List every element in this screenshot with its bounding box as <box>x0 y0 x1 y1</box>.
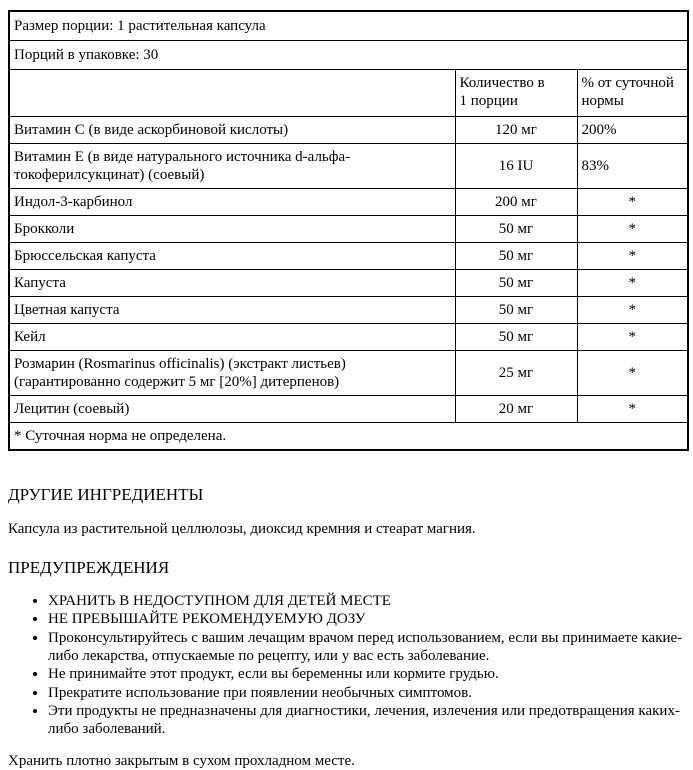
ingredient-daily-value: * <box>577 351 688 396</box>
ingredient-name: Розмарин (Rosmarinus officinalis) (экстракт листьев) (гарантированно содержит 5 мг [20%] дитерпенов) <box>9 351 455 396</box>
header-daily-value-label: % от суточной нормы <box>581 75 674 109</box>
ingredient-amount: 50 мг <box>455 270 577 297</box>
header-empty-cell <box>9 70 455 117</box>
ingredient-daily-value: * <box>577 243 688 270</box>
warnings-list <box>8 592 687 738</box>
table-row <box>9 243 688 270</box>
footnote-text: * Суточная норма не определена. <box>9 423 688 451</box>
ingredient-amount: 50 мг <box>455 297 577 324</box>
ingredient-name: Индол-3-карбинол <box>9 189 455 216</box>
ingredient-daily-value: * <box>577 216 688 243</box>
ingredient-amount: 25 мг <box>455 351 577 396</box>
table-header-row <box>9 70 688 117</box>
header-daily-value-cell <box>577 70 688 117</box>
ingredient-amount: 50 мг <box>455 216 577 243</box>
header-amount-label: Количество в 1 порции <box>459 75 545 109</box>
other-ingredients-heading: ДРУГИЕ ИНГРЕДИЕНТЫ <box>8 485 204 504</box>
storage-note: Хранить плотно закрытым в сухом прохладном месте. <box>8 753 355 770</box>
ingredient-amount: 50 мг <box>455 324 577 351</box>
ingredient-daily-value: * <box>577 297 688 324</box>
ingredient-daily-value: * <box>577 270 688 297</box>
ingredient-name: Капуста <box>9 270 455 297</box>
header-amount-cell <box>455 70 577 117</box>
warnings-heading: ПРЕДУПРЕЖДЕНИЯ <box>8 557 170 577</box>
ingredient-name: Цветная капуста <box>9 297 455 324</box>
ingredient-amount: 20 мг <box>455 396 577 423</box>
table-row <box>9 324 688 351</box>
table-row <box>9 270 688 297</box>
serving-size-row <box>9 11 688 41</box>
supplement-facts-table <box>8 10 689 451</box>
table-row <box>9 189 688 216</box>
serving-size-text: Размер порции: 1 растительная капсула <box>9 11 688 41</box>
warning-item: • НЕ ПРЕВЫШАЙТЕ РЕКОМЕНДУЕМУЮ ДОЗУ <box>48 610 687 628</box>
warning-item: • Не принимайте этот продукт, если вы беременны или кормите грудью. <box>48 665 687 683</box>
table-row <box>9 396 688 423</box>
table-row <box>9 144 688 189</box>
warning-item: • Проконсультируйтесь с вашим лечащим врачом перед использованием, если вы принимаете какие-либо лекарства, отпускаемые по рецепту, или у вас есть заболевание. <box>48 629 687 666</box>
servings-per-container-row <box>9 41 688 70</box>
footnote-row <box>9 423 688 451</box>
ingredient-daily-value: * <box>577 396 688 423</box>
warning-item: • Эти продукты не предназначены для диагностики, лечения, излечения или предотвращения каких-либо заболеваний. <box>48 702 687 739</box>
ingredient-name: Лецитин (соевый) <box>9 396 455 423</box>
ingredient-rows <box>9 117 688 423</box>
servings-per-container-text: Порций в упаковке: 30 <box>9 41 688 70</box>
ingredient-name: Витамин E (в виде натурального источника d-альфа-токоферилсукцинат) (соевый) <box>9 144 455 189</box>
ingredient-daily-value: * <box>577 189 688 216</box>
ingredient-name: Брокколи <box>9 216 455 243</box>
ingredient-amount: 50 мг <box>455 243 577 270</box>
warning-item: • ХРАНИТЬ В НЕДОСТУПНОМ ДЛЯ ДЕТЕЙ МЕСТЕ <box>48 592 687 610</box>
ingredient-amount: 120 мг <box>455 117 577 144</box>
other-ingredients-text: Капсула из растительной целлюлозы, диоксид кремния и стеарат магния. <box>8 520 476 537</box>
ingredient-daily-value: 200% <box>577 117 688 144</box>
table-row <box>9 351 688 396</box>
table-row <box>9 216 688 243</box>
table-row <box>9 297 688 324</box>
ingredient-amount: 200 мг <box>455 189 577 216</box>
ingredient-name: Брюссельская капуста <box>9 243 455 270</box>
warning-item: • Прекратите использование при появлении необычных симптомов. <box>48 684 687 702</box>
ingredient-name: Кейл <box>9 324 455 351</box>
ingredient-daily-value: 83% <box>577 144 688 189</box>
ingredient-daily-value: * <box>577 324 688 351</box>
table-row <box>9 117 688 144</box>
ingredient-amount: 16 IU <box>455 144 577 189</box>
ingredient-name: Витамин C (в виде аскорбиновой кислоты) <box>9 117 455 144</box>
